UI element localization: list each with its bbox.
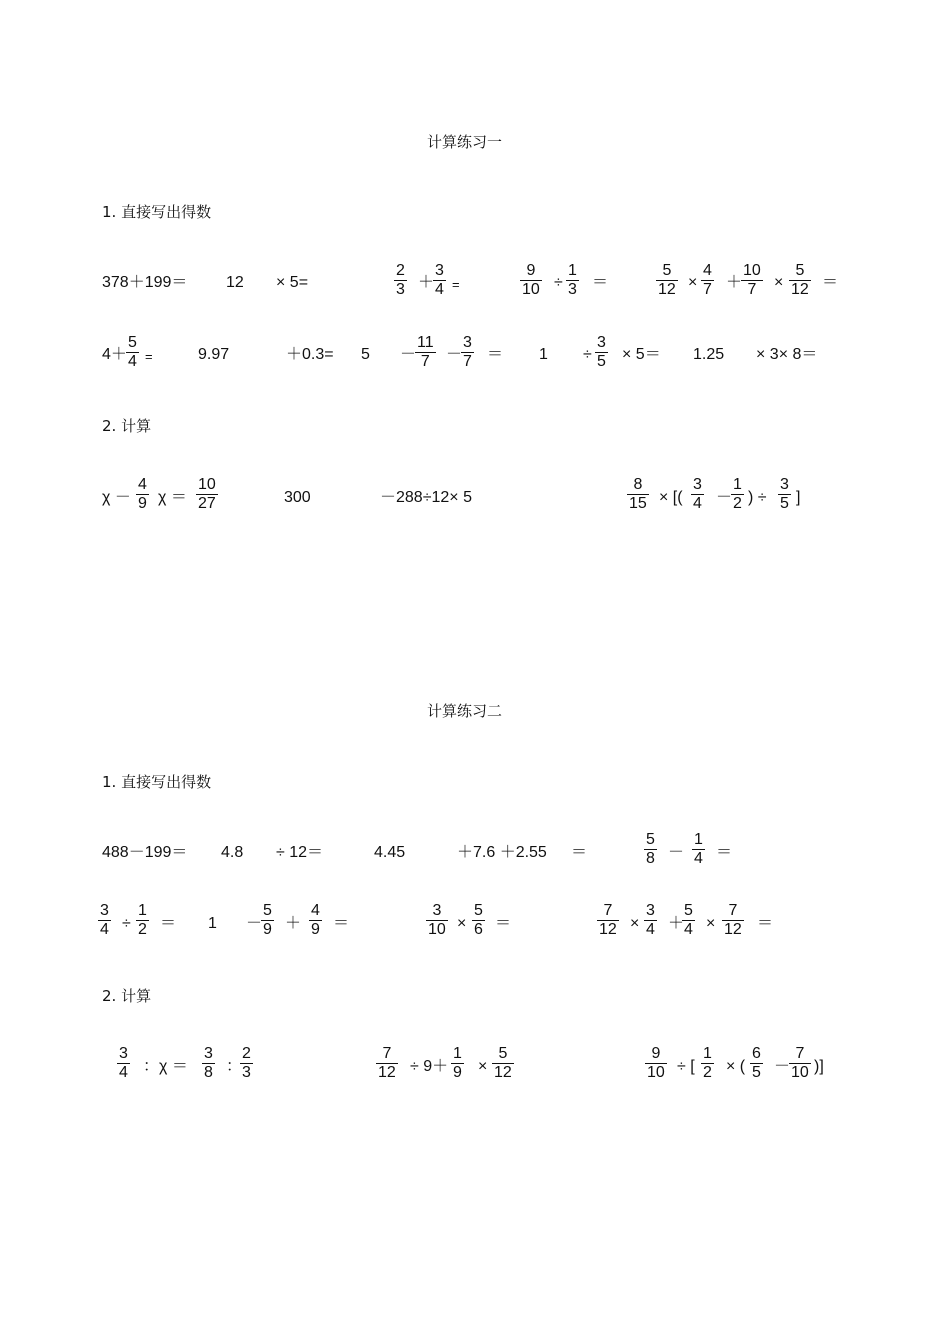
operator: ) ÷: [748, 489, 767, 506]
numerator: 5: [662, 262, 672, 279]
denominator: 4: [435, 281, 444, 298]
denominator: 2: [703, 1064, 712, 1081]
fraction: [741, 262, 763, 299]
denominator: 8: [646, 850, 655, 867]
numerator: 3: [100, 902, 109, 919]
operator: ÷: [583, 346, 592, 363]
numerator: 11: [417, 334, 434, 351]
section-2-q1-heading: 1. 直接写出得数: [102, 773, 212, 791]
section-1-title: 计算练习一: [427, 133, 503, 151]
operator: ＋: [285, 915, 302, 932]
numerator: 5: [646, 831, 655, 848]
expr-s2-r1-e1: 488－199＝: [102, 844, 188, 861]
fraction: [597, 902, 619, 939]
numerator: 3: [435, 262, 444, 279]
numerator: 1: [733, 476, 742, 493]
bracket: ]: [796, 489, 801, 506]
numerator: 2: [242, 1045, 251, 1062]
operator: －: [400, 346, 417, 363]
fraction: [778, 476, 791, 513]
fraction: [691, 476, 704, 513]
equals: ＝: [592, 274, 609, 291]
denominator: 5: [780, 495, 789, 512]
fraction: [240, 1045, 253, 1082]
operator: ×: [630, 915, 640, 932]
denominator: 27: [198, 495, 216, 512]
expr-s1-r1-e2a: 12: [226, 274, 244, 291]
denominator: 12: [724, 921, 742, 938]
denominator: 10: [428, 921, 446, 938]
fraction: [309, 902, 322, 939]
numerator: 5: [684, 902, 693, 919]
equals: ＝: [716, 844, 733, 861]
expr-s1-r1-e2b: × 5=: [276, 274, 309, 291]
numerator: 7: [795, 1045, 805, 1062]
denominator: 9: [263, 921, 272, 938]
denominator: 3: [568, 281, 577, 298]
operator: －: [716, 489, 733, 506]
expr-prefix: 5: [361, 346, 370, 363]
numerator: 5: [263, 902, 272, 919]
expr-s2-r1-e3a: 4.45: [374, 844, 406, 861]
fraction: [202, 1045, 215, 1082]
fraction: [627, 476, 649, 513]
operator: ÷ [: [677, 1058, 695, 1075]
numerator: 6: [752, 1045, 761, 1062]
expr-prefix: 1: [208, 915, 217, 932]
denominator: 12: [791, 281, 809, 298]
fraction: [644, 831, 657, 868]
equals: =: [145, 349, 153, 364]
fraction: [750, 1045, 763, 1082]
equals: =: [452, 277, 460, 292]
denominator: 4: [646, 921, 655, 938]
expr-prefix: 1: [539, 346, 548, 363]
fraction: [394, 262, 407, 299]
fraction: [692, 831, 705, 868]
denominator: 9: [453, 1064, 462, 1081]
numerator: 9: [651, 1045, 661, 1062]
expr-s2-r1-e2a: 4.8: [221, 844, 244, 861]
operator: ×: [706, 915, 716, 932]
operator: －: [774, 1058, 791, 1075]
operator: ×: [774, 274, 784, 291]
denominator: 12: [378, 1064, 396, 1081]
numerator: 5: [795, 262, 805, 279]
fraction: [644, 902, 657, 939]
denominator: 4: [693, 495, 702, 512]
denominator: 4: [100, 921, 109, 938]
expr-s1-r2-e5a: 1.25: [693, 346, 725, 363]
numerator: 7: [603, 902, 613, 919]
denominator: 15: [629, 495, 647, 512]
fraction: [196, 476, 218, 513]
numerator: 5: [128, 334, 137, 351]
numerator: 3: [463, 334, 472, 351]
numerator: 1: [568, 262, 577, 279]
equals: ＝: [160, 915, 177, 932]
denominator: 8: [204, 1064, 213, 1081]
expr-s1-r2-e2b: ＋0.3=: [286, 346, 334, 363]
denominator: 3: [242, 1064, 251, 1081]
equals: ＝: [822, 274, 839, 291]
denominator: 12: [494, 1064, 512, 1081]
expr-s1-q2-e2b: －288÷12× 5: [380, 489, 472, 506]
denominator: 4: [128, 353, 137, 370]
fraction: [261, 902, 274, 939]
fraction: [136, 902, 149, 939]
operator: ×: [478, 1058, 488, 1075]
denominator: 3: [396, 281, 405, 298]
fraction: [136, 476, 149, 513]
operator: ＋: [668, 915, 685, 932]
equals: ＝: [487, 346, 504, 363]
expr-s1-r2-e2a: 9.97: [198, 346, 230, 363]
expr-mid: ：χ ＝: [143, 1058, 188, 1075]
fraction: [645, 1045, 667, 1082]
numerator: 1: [138, 902, 147, 919]
expr-suffix: × 5＝: [622, 346, 661, 363]
denominator: 10: [647, 1064, 665, 1081]
fraction: [701, 262, 714, 299]
numerator: 4: [138, 476, 147, 493]
numerator: 3: [780, 476, 789, 493]
numerator: 4: [311, 902, 320, 919]
equals: ＝: [571, 844, 588, 861]
numerator: 1: [694, 831, 703, 848]
expr-mid: χ ＝: [158, 489, 187, 506]
operator: ＋: [726, 274, 743, 291]
fraction: [595, 334, 608, 371]
numerator: 7: [382, 1045, 392, 1062]
numerator: 3: [597, 334, 606, 351]
denominator: 7: [741, 280, 763, 299]
operator: ÷ 9＋: [410, 1058, 449, 1075]
equals: ＝: [757, 915, 774, 932]
bracket: )]: [814, 1058, 824, 1075]
fraction: [520, 262, 542, 299]
denominator: 10: [522, 281, 540, 298]
operator: －: [668, 844, 685, 861]
numerator: 9: [526, 262, 536, 279]
denominator: 7: [415, 352, 436, 371]
expr-s2-r1-e2b: ÷ 12＝: [276, 844, 324, 861]
numerator: 3: [432, 902, 442, 919]
numerator: 7: [728, 902, 738, 919]
section-1-q2-heading: 2. 计算: [102, 417, 152, 435]
fraction: [98, 902, 111, 939]
section-2-q2-heading: 2. 计算: [102, 987, 152, 1005]
numerator: 10: [743, 262, 761, 279]
operator: ×: [688, 274, 698, 291]
fraction: [117, 1045, 130, 1082]
operator: ×: [457, 915, 467, 932]
numerator: 8: [633, 476, 643, 493]
denominator: 9: [311, 921, 320, 938]
numerator: 5: [498, 1045, 508, 1062]
denominator: 4: [684, 921, 693, 938]
numerator: 3: [119, 1045, 128, 1062]
operator: ＋: [418, 274, 435, 291]
denominator: 2: [138, 921, 147, 938]
colon: ：: [226, 1058, 243, 1075]
fraction: [451, 1045, 464, 1082]
denominator: 12: [658, 281, 676, 298]
equals: ＝: [333, 915, 350, 932]
denominator: 12: [599, 921, 617, 938]
expr-prefix: χ －: [102, 489, 131, 506]
operator: × (: [726, 1058, 746, 1075]
fraction: [433, 262, 446, 299]
numerator: 10: [198, 476, 216, 493]
fraction: [426, 902, 448, 939]
fraction: [731, 476, 744, 513]
expr-s1-r2-e5b: × 3× 8＝: [756, 346, 818, 363]
expr-prefix: 4＋: [102, 346, 127, 363]
numerator: 5: [474, 902, 483, 919]
fraction: [461, 334, 474, 371]
section-1-q1-heading: 1. 直接写出得数: [102, 203, 212, 221]
denominator: 2: [733, 495, 742, 512]
denominator: 6: [474, 921, 483, 938]
fraction: [376, 1045, 398, 1082]
operator: ÷: [122, 915, 131, 932]
denominator: 7: [703, 281, 712, 298]
fraction: [722, 902, 744, 939]
fraction: [682, 902, 695, 939]
denominator: 5: [752, 1064, 761, 1081]
fraction: [472, 902, 485, 939]
denominator: 7: [463, 353, 472, 370]
fraction: [656, 262, 678, 299]
denominator: 4: [694, 850, 703, 867]
operator: －: [446, 346, 463, 363]
section-2-title: 计算练习二: [427, 702, 503, 720]
denominator: 5: [597, 353, 606, 370]
numerator: 3: [693, 476, 702, 493]
numerator: 2: [396, 262, 405, 279]
operator: ÷: [554, 274, 563, 291]
expr-s1-q2-e2a: 300: [284, 489, 311, 506]
numerator: 1: [453, 1045, 462, 1062]
numerator: 3: [204, 1045, 213, 1062]
fraction: [492, 1045, 514, 1082]
fraction: [789, 262, 811, 299]
expr-s2-r1-e3b: ＋7.6 ＋2.55: [457, 844, 547, 861]
numerator: 1: [703, 1045, 712, 1062]
denominator: 4: [119, 1064, 128, 1081]
fraction: [566, 262, 579, 299]
fraction: [789, 1045, 811, 1082]
denominator: 9: [138, 495, 147, 512]
fraction: [701, 1045, 714, 1082]
numerator: 3: [646, 902, 655, 919]
operator: × [(: [659, 489, 683, 506]
fraction: [415, 334, 436, 371]
numerator: 4: [703, 262, 712, 279]
operator: －: [246, 915, 263, 932]
equals: ＝: [495, 915, 512, 932]
expr-s1-r1-e1: 378＋199＝: [102, 274, 188, 291]
fraction: [126, 334, 139, 371]
denominator: 10: [791, 1064, 809, 1081]
